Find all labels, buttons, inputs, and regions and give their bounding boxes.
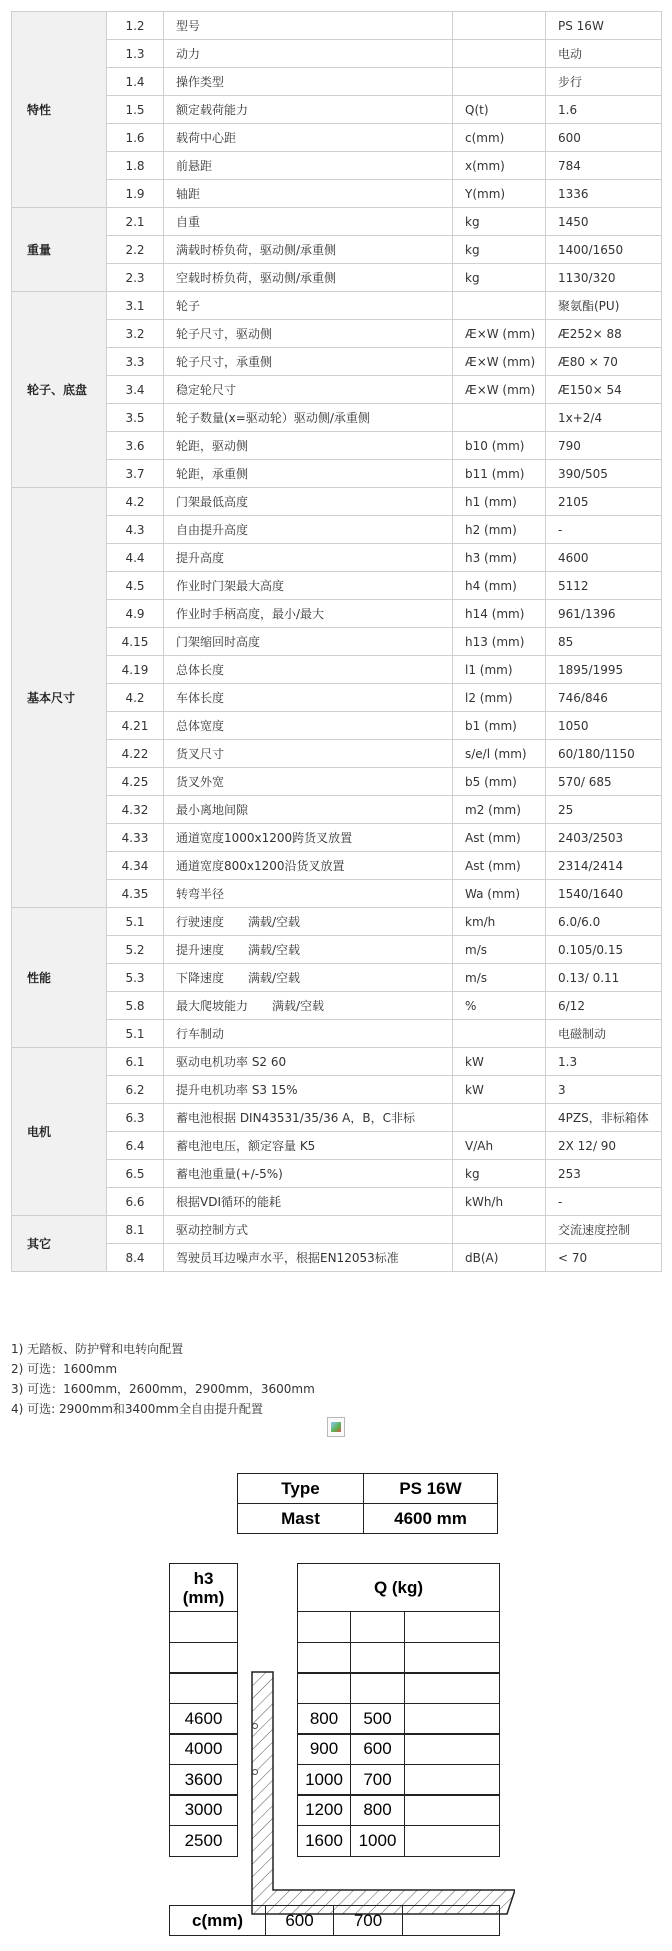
spec-value: 1130/320 — [546, 264, 662, 292]
spec-no: 1.8 — [107, 152, 164, 180]
spec-item: 门架最低高度 — [164, 488, 453, 516]
spec-unit: kW — [453, 1048, 546, 1076]
spec-value: 步行 — [546, 68, 662, 96]
spec-no: 6.3 — [107, 1104, 164, 1132]
spec-value: 4PZS，非标箱体 — [546, 1104, 662, 1132]
spec-no: 4.22 — [107, 740, 164, 768]
spec-unit: m2 (mm) — [453, 796, 546, 824]
spec-row — [12, 1160, 662, 1188]
note-line: 3) 可选：1600mm，2600mm，2900mm，3600mm — [11, 1382, 315, 1396]
h3-cell — [169, 1642, 238, 1674]
spec-unit — [453, 1020, 546, 1048]
q-cell: 800 — [350, 1794, 405, 1826]
spec-no: 6.4 — [107, 1132, 164, 1160]
spec-value: 1895/1995 — [546, 656, 662, 684]
q-cell: 1200 — [297, 1794, 351, 1826]
spec-row — [12, 740, 662, 768]
spec-value: - — [546, 516, 662, 544]
spec-no: 2.3 — [107, 264, 164, 292]
broken-image-icon — [327, 1417, 345, 1437]
group-label: 轮子、底盘 — [12, 292, 107, 488]
spec-item: 轮子尺寸，承重侧 — [164, 348, 453, 376]
q-cell — [404, 1825, 500, 1857]
h3-cell — [169, 1672, 238, 1704]
spec-row — [12, 684, 662, 712]
spec-no: 8.4 — [107, 1244, 164, 1272]
spec-item: 作业时门架最大高度 — [164, 572, 453, 600]
spec-item: 下降速度 满载/空载 — [164, 964, 453, 992]
spec-item: 型号 — [164, 12, 453, 40]
spec-item: 驾驶员耳边噪声水平，根据EN12053标准 — [164, 1244, 453, 1272]
spec-value: 790 — [546, 432, 662, 460]
spec-item: 驱动电机功率 S2 60 — [164, 1048, 453, 1076]
spec-no: 4.5 — [107, 572, 164, 600]
q-cell — [350, 1642, 405, 1674]
spec-no: 8.1 — [107, 1216, 164, 1244]
spec-no: 3.7 — [107, 460, 164, 488]
spec-item: 自重 — [164, 208, 453, 236]
q-cell: 800 — [297, 1703, 351, 1735]
spec-row — [12, 236, 662, 264]
c-value-3 — [402, 1905, 500, 1936]
spec-unit — [453, 68, 546, 96]
spec-no: 4.2 — [107, 488, 164, 516]
spec-unit: Ast (mm) — [453, 852, 546, 880]
spec-no: 5.1 — [107, 1020, 164, 1048]
spec-unit: l1 (mm) — [453, 656, 546, 684]
spec-unit: dB(A) — [453, 1244, 546, 1272]
spec-value: 3 — [546, 1076, 662, 1104]
c-value-2: 700 — [333, 1905, 403, 1936]
spec-no: 5.2 — [107, 936, 164, 964]
spec-no: 4.32 — [107, 796, 164, 824]
spec-item: 额定载荷能力 — [164, 96, 453, 124]
spec-unit — [453, 292, 546, 320]
spec-no: 2.2 — [107, 236, 164, 264]
spec-row — [12, 572, 662, 600]
spec-item: 提升高度 — [164, 544, 453, 572]
spec-value: 961/1396 — [546, 600, 662, 628]
spec-no: 5.8 — [107, 992, 164, 1020]
spec-row — [12, 1076, 662, 1104]
spec-item: 自由提升高度 — [164, 516, 453, 544]
spec-row — [12, 1104, 662, 1132]
spec-no: 1.5 — [107, 96, 164, 124]
c-value-1: 600 — [265, 1905, 334, 1936]
spec-unit: h3 (mm) — [453, 544, 546, 572]
q-cell — [404, 1764, 500, 1796]
spec-row — [12, 712, 662, 740]
spec-item: 门架缩回时高度 — [164, 628, 453, 656]
q-cell — [297, 1642, 351, 1674]
note-line: 1) 无踏板、防护臂和电转向配置 — [11, 1342, 184, 1356]
spec-row — [12, 432, 662, 460]
q-cell — [350, 1672, 405, 1704]
spec-value: 2314/2414 — [546, 852, 662, 880]
spec-row — [12, 796, 662, 824]
spec-unit: x(mm) — [453, 152, 546, 180]
spec-row — [12, 208, 662, 236]
spec-unit: kg — [453, 1160, 546, 1188]
spec-row — [12, 12, 662, 40]
spec-no: 3.1 — [107, 292, 164, 320]
spec-unit: kg — [453, 208, 546, 236]
h3-cell: 3000 — [169, 1794, 238, 1826]
spec-no: 6.5 — [107, 1160, 164, 1188]
spec-no: 4.4 — [107, 544, 164, 572]
spec-value: 6/12 — [546, 992, 662, 1020]
spec-no: 2.1 — [107, 208, 164, 236]
spec-no: 1.6 — [107, 124, 164, 152]
spec-row — [12, 628, 662, 656]
group-label: 基本尺寸 — [12, 488, 107, 908]
spec-item: 提升电机功率 S3 15% — [164, 1076, 453, 1104]
group-label: 性能 — [12, 908, 107, 1048]
spec-value: 2403/2503 — [546, 824, 662, 852]
note-line: 4) 可选: 2900mm和3400mm全自由提升配置 — [11, 1402, 263, 1416]
spec-unit: h13 (mm) — [453, 628, 546, 656]
spec-value: < 70 — [546, 1244, 662, 1272]
spec-unit: b1 (mm) — [453, 712, 546, 740]
spec-row — [12, 96, 662, 124]
q-cell — [404, 1794, 500, 1826]
spec-no: 1.4 — [107, 68, 164, 96]
spec-row — [12, 908, 662, 936]
spec-row — [12, 936, 662, 964]
spec-row — [12, 320, 662, 348]
spec-row — [12, 1216, 662, 1244]
spec-item: 通道宽度1000x1200跨货叉放置 — [164, 824, 453, 852]
q-cell: 1000 — [350, 1825, 405, 1857]
spec-item: 通道宽度800x1200沿货叉放置 — [164, 852, 453, 880]
spec-value: 600 — [546, 124, 662, 152]
spec-item: 总体宽度 — [164, 712, 453, 740]
spec-no: 4.35 — [107, 880, 164, 908]
spec-no: 1.3 — [107, 40, 164, 68]
spec-item: 轮子 — [164, 292, 453, 320]
spec-value: 1.3 — [546, 1048, 662, 1076]
spec-unit: kW — [453, 1076, 546, 1104]
spec-item: 转弯半径 — [164, 880, 453, 908]
spec-row — [12, 404, 662, 432]
spec-unit: b11 (mm) — [453, 460, 546, 488]
spec-no: 3.3 — [107, 348, 164, 376]
spec-value: 570/ 685 — [546, 768, 662, 796]
spec-value: 1540/1640 — [546, 880, 662, 908]
spec-row — [12, 292, 662, 320]
spec-unit — [453, 40, 546, 68]
spec-value: Æ252× 88 — [546, 320, 662, 348]
spec-value: 1.6 — [546, 96, 662, 124]
spec-no: 4.33 — [107, 824, 164, 852]
q-header: Q (kg) — [297, 1563, 500, 1612]
spec-item: 满载时桥负荷，驱动侧/承重侧 — [164, 236, 453, 264]
spec-value: 253 — [546, 1160, 662, 1188]
spec-no: 4.34 — [107, 852, 164, 880]
spec-unit — [453, 404, 546, 432]
spec-unit: m/s — [453, 964, 546, 992]
spec-unit: kg — [453, 264, 546, 292]
spec-no: 4.9 — [107, 600, 164, 628]
spec-row — [12, 124, 662, 152]
spec-unit: Q(t) — [453, 96, 546, 124]
spec-item: 轮距，驱动侧 — [164, 432, 453, 460]
spec-unit: b10 (mm) — [453, 432, 546, 460]
q-cell: 700 — [350, 1764, 405, 1796]
spec-unit: kg — [453, 236, 546, 264]
spec-value: 784 — [546, 152, 662, 180]
type-value: PS 16W — [363, 1473, 498, 1504]
spec-unit: l2 (mm) — [453, 684, 546, 712]
spec-item: 货叉外宽 — [164, 768, 453, 796]
spec-no: 4.3 — [107, 516, 164, 544]
spec-item: 载荷中心距 — [164, 124, 453, 152]
spec-value: 聚氨酯(PU) — [546, 292, 662, 320]
fork-hole-bottom — [253, 1770, 258, 1775]
spec-item: 驱动控制方式 — [164, 1216, 453, 1244]
spec-no: 4.19 — [107, 656, 164, 684]
q-cell: 600 — [350, 1733, 405, 1765]
spec-no: 6.1 — [107, 1048, 164, 1076]
h3-cell: 4000 — [169, 1733, 238, 1765]
spec-row — [12, 348, 662, 376]
spec-row — [12, 180, 662, 208]
q-cell: 900 — [297, 1733, 351, 1765]
spec-no: 3.4 — [107, 376, 164, 404]
spec-item: 总体长度 — [164, 656, 453, 684]
spec-unit: V/Ah — [453, 1132, 546, 1160]
spec-no: 5.3 — [107, 964, 164, 992]
spec-value: 交流速度控制 — [546, 1216, 662, 1244]
q-cell — [404, 1703, 500, 1735]
spec-item: 蓄电池电压，额定容量 K5 — [164, 1132, 453, 1160]
spec-unit: kWh/h — [453, 1188, 546, 1216]
h3-cell — [169, 1611, 238, 1643]
spec-no: 3.5 — [107, 404, 164, 432]
group-label: 其它 — [12, 1216, 107, 1272]
spec-row — [12, 68, 662, 96]
spec-item: 行驶速度 满载/空载 — [164, 908, 453, 936]
spec-row — [12, 1244, 662, 1272]
spec-row — [12, 516, 662, 544]
spec-no: 4.15 — [107, 628, 164, 656]
spec-unit: Æ×W (mm) — [453, 376, 546, 404]
q-cell — [404, 1733, 500, 1765]
fork-hole-top — [253, 1724, 258, 1729]
spec-unit: h14 (mm) — [453, 600, 546, 628]
c-header: c(mm) — [169, 1905, 266, 1936]
spec-value: 1050 — [546, 712, 662, 740]
spec-no: 1.9 — [107, 180, 164, 208]
spec-item: 最大爬坡能力 满载/空载 — [164, 992, 453, 1020]
spec-row — [12, 40, 662, 68]
spec-unit: h4 (mm) — [453, 572, 546, 600]
spec-row — [12, 264, 662, 292]
spec-unit: % — [453, 992, 546, 1020]
spec-no: 3.6 — [107, 432, 164, 460]
spec-value: Æ150× 54 — [546, 376, 662, 404]
spec-value: 2X 12/ 90 — [546, 1132, 662, 1160]
spec-value: 1x+2/4 — [546, 404, 662, 432]
h3-header: h3 (mm) — [169, 1563, 238, 1612]
notes — [11, 1339, 315, 1419]
spec-unit — [453, 12, 546, 40]
q-cell — [350, 1611, 405, 1643]
spec-value: 2105 — [546, 488, 662, 516]
spec-value: 5112 — [546, 572, 662, 600]
spec-table — [11, 11, 662, 1272]
h3-cell: 2500 — [169, 1825, 238, 1857]
spec-item: 前悬距 — [164, 152, 453, 180]
type-label: Type — [237, 1473, 364, 1504]
spec-row — [12, 852, 662, 880]
spec-item: 行车制动 — [164, 1020, 453, 1048]
spec-item: 轮子尺寸，驱动侧 — [164, 320, 453, 348]
spec-unit: s/e/l (mm) — [453, 740, 546, 768]
spec-value: 0.13/ 0.11 — [546, 964, 662, 992]
spec-unit: km/h — [453, 908, 546, 936]
spec-unit: c(mm) — [453, 124, 546, 152]
spec-item: 提升速度 满载/空载 — [164, 936, 453, 964]
spec-no: 4.25 — [107, 768, 164, 796]
spec-no: 5.1 — [107, 908, 164, 936]
spec-row — [12, 460, 662, 488]
note-line: 2) 可选：1600mm — [11, 1362, 118, 1376]
spec-item: 最小离地间隙 — [164, 796, 453, 824]
h3-cell: 4600 — [169, 1703, 238, 1735]
spec-row — [12, 488, 662, 516]
spec-item: 动力 — [164, 40, 453, 68]
spec-row — [12, 152, 662, 180]
spec-row — [12, 992, 662, 1020]
spec-value: 746/846 — [546, 684, 662, 712]
group-label: 电机 — [12, 1048, 107, 1216]
load-chart — [157, 1450, 515, 1947]
spec-item: 根据VDI循环的能耗 — [164, 1188, 453, 1216]
spec-unit — [453, 1104, 546, 1132]
spec-item: 轴距 — [164, 180, 453, 208]
spec-item: 轮子数量(x=驱动轮）驱动侧/承重侧 — [164, 404, 453, 432]
q-cell — [404, 1642, 500, 1674]
spec-value: 390/505 — [546, 460, 662, 488]
spec-value: 1450 — [546, 208, 662, 236]
spec-item: 空载时桥负荷，驱动侧/承重侧 — [164, 264, 453, 292]
spec-no: 6.2 — [107, 1076, 164, 1104]
spec-item: 操作类型 — [164, 68, 453, 96]
q-cell — [297, 1611, 351, 1643]
spec-unit: Æ×W (mm) — [453, 320, 546, 348]
q-cell: 1600 — [297, 1825, 351, 1857]
spec-row — [12, 768, 662, 796]
spec-value: 60/180/1150 — [546, 740, 662, 768]
group-label: 特性 — [12, 12, 107, 208]
spec-value: PS 16W — [546, 12, 662, 40]
spec-item: 稳定轮尺寸 — [164, 376, 453, 404]
spec-value: 1336 — [546, 180, 662, 208]
group-label: 重量 — [12, 208, 107, 292]
q-cell — [297, 1672, 351, 1704]
spec-item: 蓄电池重量(+/-5%) — [164, 1160, 453, 1188]
spec-unit: h2 (mm) — [453, 516, 546, 544]
spec-item: 货叉尺寸 — [164, 740, 453, 768]
spec-value: 4600 — [546, 544, 662, 572]
spec-value: - — [546, 1188, 662, 1216]
spec-row — [12, 1132, 662, 1160]
spec-value: 85 — [546, 628, 662, 656]
spec-no: 4.2 — [107, 684, 164, 712]
spec-unit: b5 (mm) — [453, 768, 546, 796]
spec-value: 6.0/6.0 — [546, 908, 662, 936]
q-cell: 500 — [350, 1703, 405, 1735]
spec-no: 3.2 — [107, 320, 164, 348]
spec-unit: Wa (mm) — [453, 880, 546, 908]
spec-row — [12, 1188, 662, 1216]
spec-unit: Æ×W (mm) — [453, 348, 546, 376]
spec-unit — [453, 1216, 546, 1244]
spec-row — [12, 656, 662, 684]
mast-label: Mast — [237, 1503, 364, 1534]
spec-value: 25 — [546, 796, 662, 824]
spec-row — [12, 544, 662, 572]
q-cell: 1000 — [297, 1764, 351, 1796]
spec-no: 4.21 — [107, 712, 164, 740]
spec-no: 1.2 — [107, 12, 164, 40]
spec-unit: Y(mm) — [453, 180, 546, 208]
spec-row — [12, 1048, 662, 1076]
spec-value: 0.105/0.15 — [546, 936, 662, 964]
spec-row — [12, 600, 662, 628]
mast-value: 4600 mm — [363, 1503, 498, 1534]
spec-item: 作业时手柄高度，最小/最大 — [164, 600, 453, 628]
spec-value: 1400/1650 — [546, 236, 662, 264]
spec-row — [12, 376, 662, 404]
spec-row — [12, 1020, 662, 1048]
spec-value: 电动 — [546, 40, 662, 68]
spec-row — [12, 964, 662, 992]
h3-cell: 3600 — [169, 1764, 238, 1796]
spec-value: 电磁制动 — [546, 1020, 662, 1048]
spec-no: 6.6 — [107, 1188, 164, 1216]
spec-item: 轮距，承重侧 — [164, 460, 453, 488]
q-cell — [404, 1611, 500, 1643]
q-cell — [404, 1672, 500, 1704]
spec-unit: h1 (mm) — [453, 488, 546, 516]
spec-item: 车体长度 — [164, 684, 453, 712]
spec-row — [12, 880, 662, 908]
spec-unit: Ast (mm) — [453, 824, 546, 852]
spec-unit: m/s — [453, 936, 546, 964]
spec-value: Æ80 × 70 — [546, 348, 662, 376]
spec-row — [12, 824, 662, 852]
spec-item: 蓄电池根据 DIN43531/35/36 A，B，C非标 — [164, 1104, 453, 1132]
